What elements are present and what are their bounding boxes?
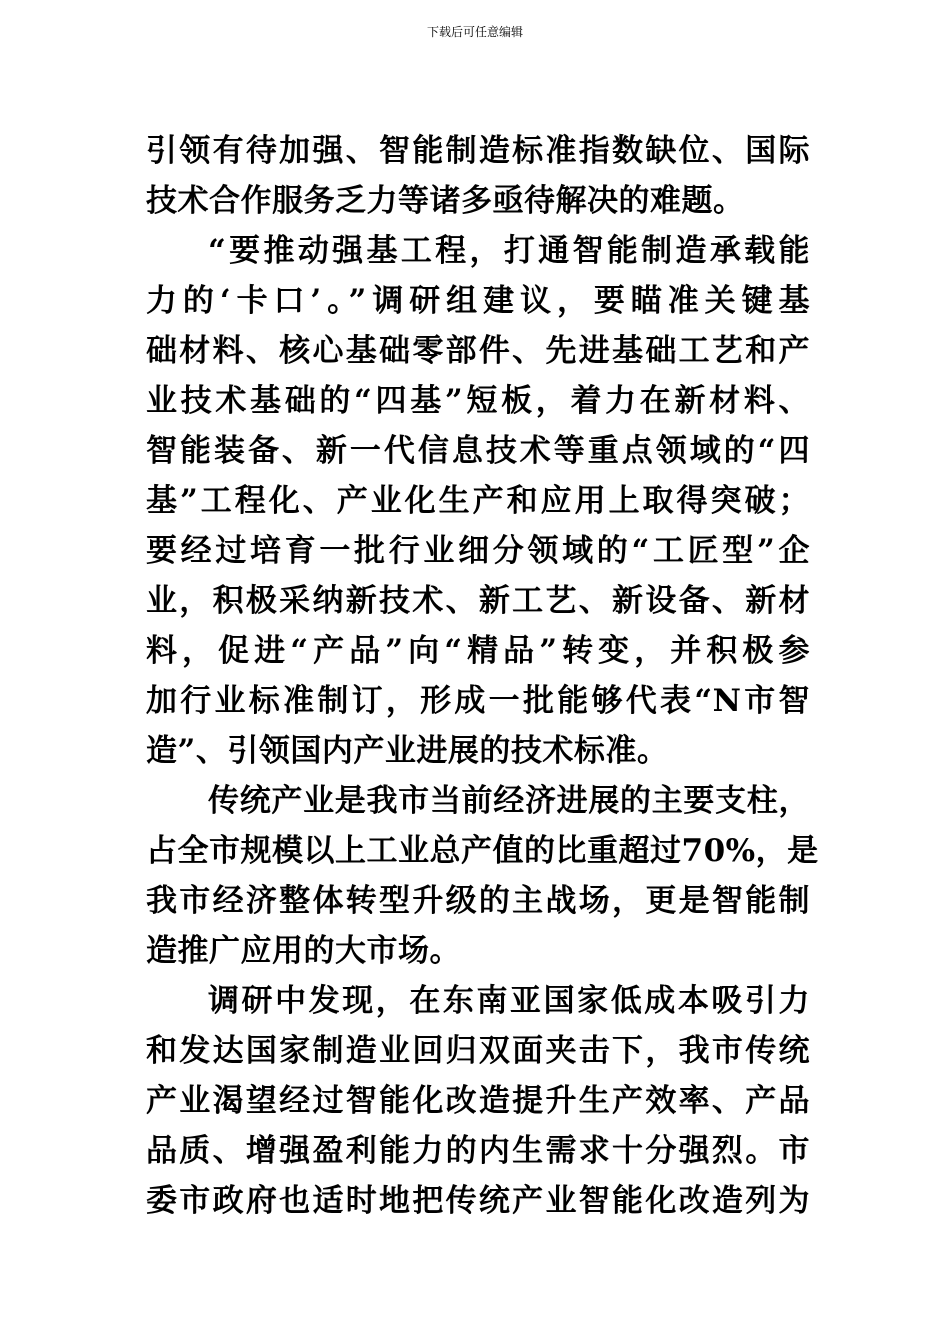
paragraph — [146, 126, 810, 226]
paragraph — [146, 226, 810, 776]
text-line: 委市政府也适时地把传统产业智能化改造列为 — [146, 1183, 810, 1219]
text-line: 业技术基础的“四基”短板，着力在新材料、 — [146, 383, 810, 419]
text-line: 技术合作服务乏力等诸多亟待解决的难题。 — [146, 183, 745, 219]
text-line: 传统产业是我市当前经济进展的主要支柱， — [208, 783, 810, 819]
paragraph — [146, 776, 819, 976]
page-header: 下载后可任意编辑 — [426, 25, 523, 39]
text-line: 要经过培育一批行业细分领域的“工匠型”企 — [146, 533, 810, 569]
text-line: 品质、增强盈利能力的内生需求十分强烈。市 — [146, 1133, 810, 1169]
text-line: 业，积极采纳新技术、新工艺、新设备、新材 — [146, 583, 810, 619]
text-line: 加行业标准制订，形成一批能够代表“N市智 — [146, 683, 810, 719]
text-line: 我市经济整体转型升级的主战场，更是智能制 — [146, 883, 810, 919]
paragraph — [146, 976, 810, 1226]
text-line: 力的‘卡口’。”调研组建议，要瞄准关键基 — [146, 283, 810, 319]
text-line: 基”工程化、产业化生产和应用上取得突破； — [146, 483, 810, 519]
text-line: 础材料、核心基础零部件、先进基础工艺和产 — [146, 333, 810, 369]
text-line: 造”、引领国内产业进展的技术标准。 — [146, 733, 669, 769]
text-line: 智能装备、新一代信息技术等重点领域的“四 — [146, 433, 810, 469]
text-line: 调研中发现，在东南亚国家低成本吸引力 — [208, 983, 810, 1019]
text-line: 占全市规模以上工业总产值的比重超过70%，是 — [146, 833, 819, 869]
text-line: 造推广应用的大市场。 — [146, 933, 461, 969]
text-line: 和发达国家制造业回归双面夹击下，我市传统 — [146, 1033, 810, 1069]
document-body — [146, 126, 819, 1226]
text-line: 料，促进“产品”向“精品”转变，并积极参 — [146, 633, 810, 669]
text-line: 引领有待加强、智能制造标准指数缺位、国际 — [146, 133, 810, 169]
text-line: “要推动强基工程，打通智能制造承载能 — [208, 233, 810, 269]
text-line: 产业渴望经过智能化改造提升生产效率、产品 — [146, 1083, 810, 1119]
